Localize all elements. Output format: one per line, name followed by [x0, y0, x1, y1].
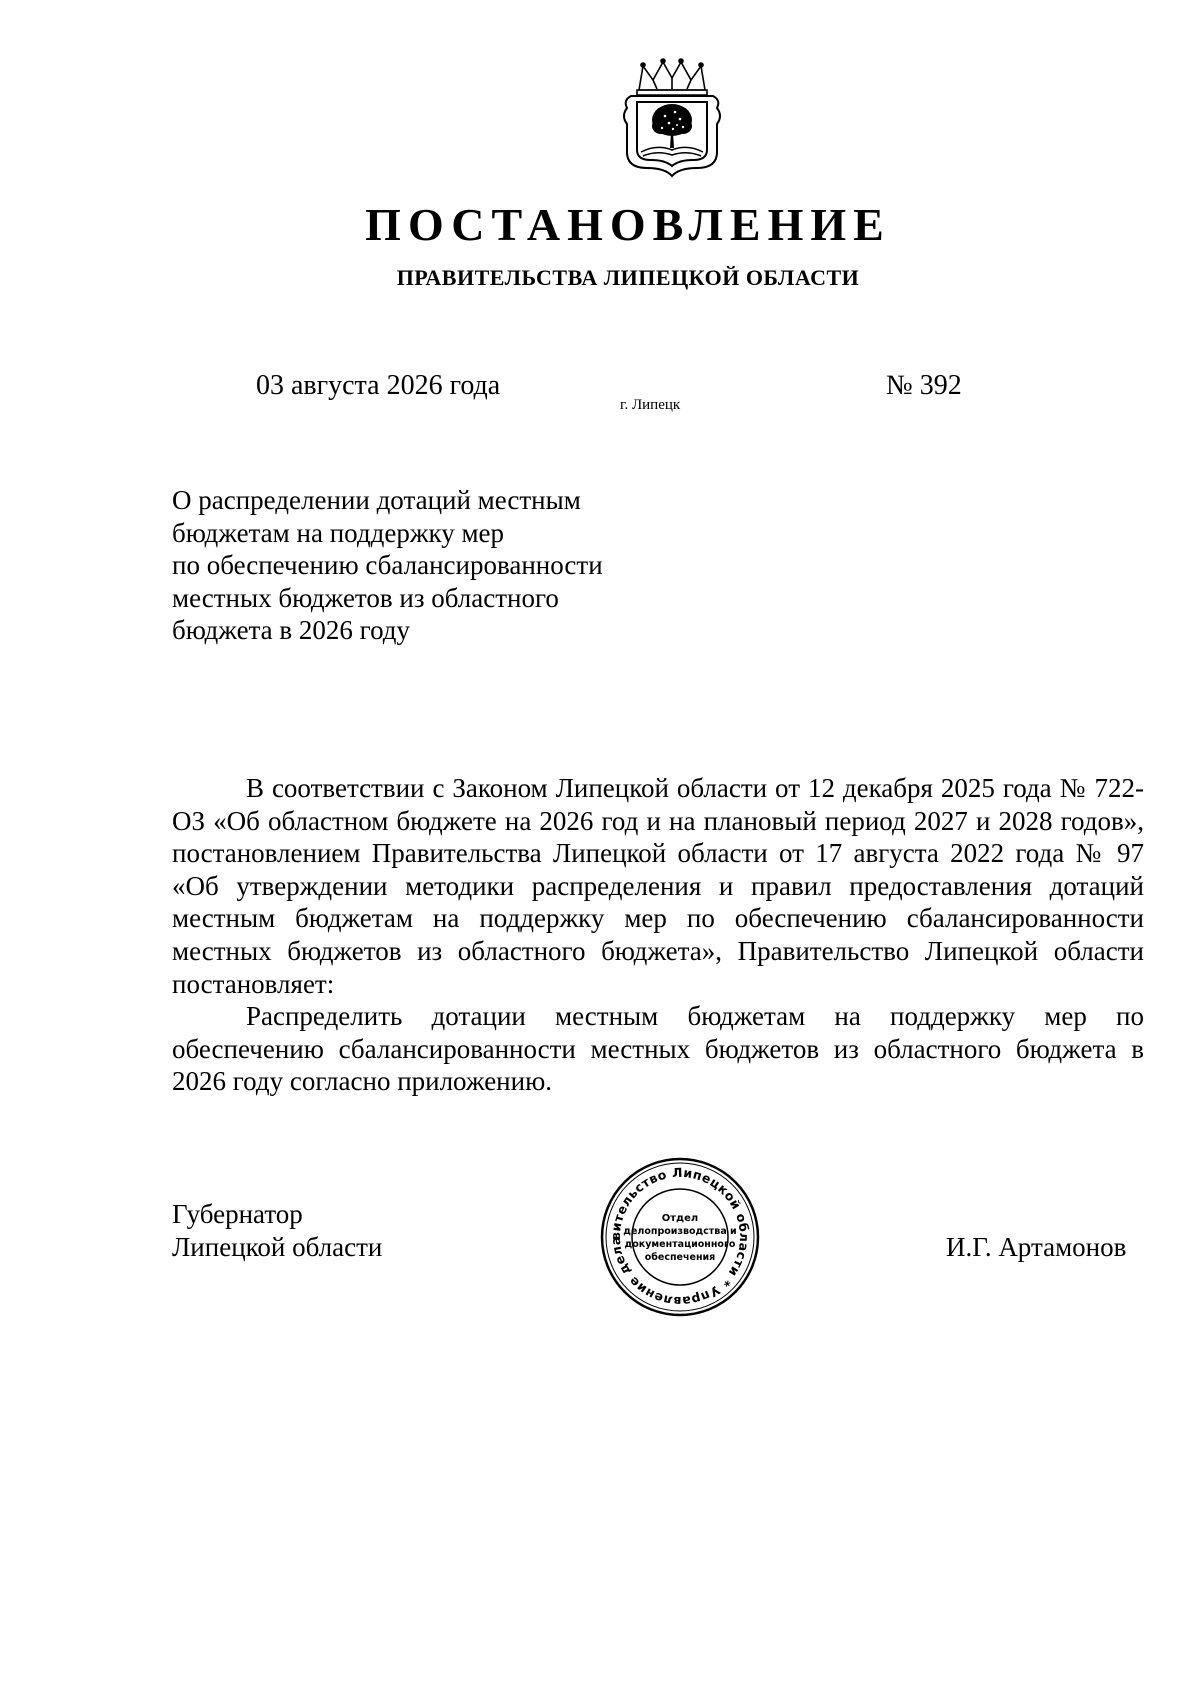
stamp-outer-text: вительство Липецкой области * Управление дела — [607, 1164, 753, 1310]
document-date: 03 августа 2026 года — [256, 370, 501, 401]
coat-of-arms-icon — [617, 56, 727, 178]
subject-line: по обеспечению сбалансированности — [172, 550, 603, 580]
stamp-inner-line: Отдел — [661, 1213, 699, 1224]
document-body — [172, 772, 1144, 1098]
document-subtitle: ПРАВИТЕЛЬСТВА ЛИПЕЦКОЙ ОБЛАСТИ — [396, 265, 860, 290]
document-city: г. Липецк — [620, 397, 681, 413]
document-number: № 392 — [886, 370, 962, 401]
subject-line: местных бюджетов из областного — [172, 582, 559, 613]
signatory-position-line: Липецкой области — [172, 1231, 383, 1262]
signatory-name: И.Г. Артамонов — [946, 1232, 1127, 1262]
body-paragraph: Распределить дотации местным бюджетам на поддержку мер по обеспечению сбалансированности местных бюджетов из областного бюджета в 2026 году согласно приложению. — [172, 1001, 1144, 1097]
signatory-position — [172, 1198, 382, 1263]
subject-line: бюджета в 2026 году — [172, 615, 411, 645]
signatory-position-line: Губернатор — [172, 1199, 303, 1229]
stamp-inner-line: делопроизводства и — [623, 1226, 737, 1237]
official-stamp-icon — [598, 1155, 762, 1319]
stamp-inner-line: документационного — [624, 1239, 736, 1250]
stamp-inner-line: обеспечения — [644, 1252, 716, 1263]
subject-line: бюджетам на поддержку мер — [172, 517, 505, 548]
body-paragraph: В соответствии с Законом Липецкой области от 12 декабря 2025 года № 722-ОЗ «Об областном бюджете на 2026 год и на плановый период 2027 и 2028 годов», постановлением Правительства Липецкой области от 17 августа 2022 года № 97 «Об утверждении методики распределения и правил предоставления дотаций местным бюджетам на поддержку мер по обеспечению сбалансированности местных бюджетов из областного бюджета», Правительство Липецкой области постановляет: — [172, 773, 1144, 999]
document-subject — [172, 484, 652, 647]
subject-line: О распределении дотаций местным — [172, 485, 581, 515]
document-title: ПОСТАНОВЛЕНИЕ — [365, 199, 891, 250]
